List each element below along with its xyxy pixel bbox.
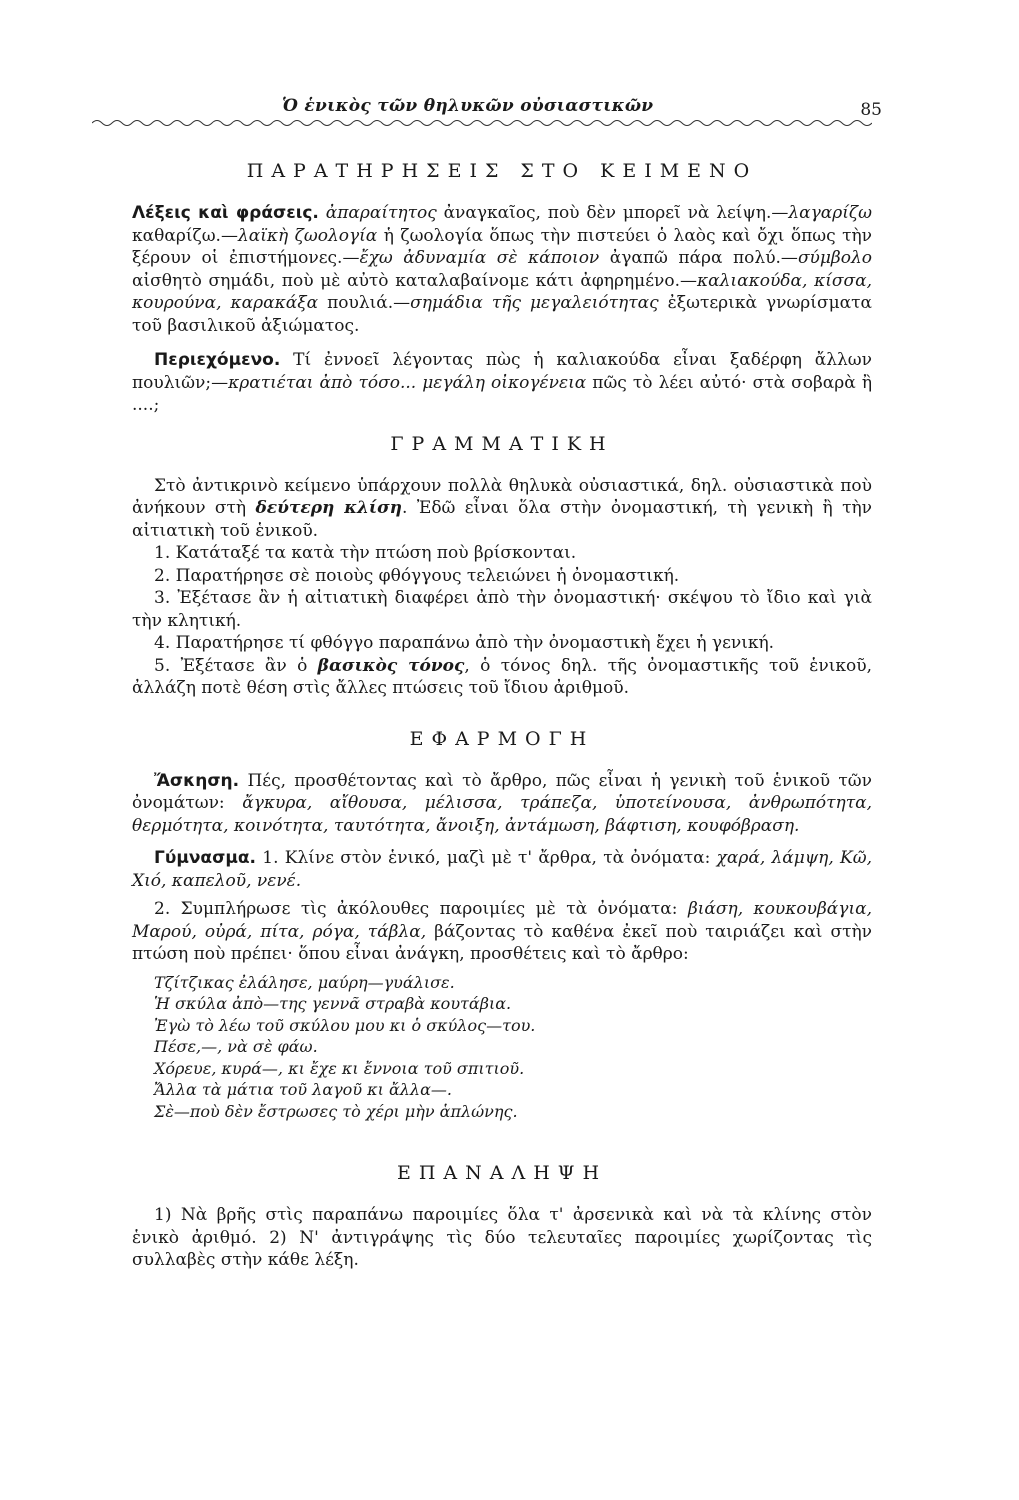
grammar-intro-text: Στὸ ἀντικρινὸ κείμενο ὑπάρχουν πολλὰ θηλυκὰ οὐσιαστικά, δηλ. οὐσιαστικὰ ποὺ ἀνήκουν στὴ (132, 475, 872, 518)
drill-1-paragraph (132, 847, 872, 892)
page (132, 92, 882, 1272)
content-text: Τί ἐννοεῖ λέγοντας πὼς ἡ καλιακούδα εἶναι ξαδέρφη ἄλλων πουλιῶν;— (132, 350, 872, 393)
words-phrases-lead: Λέξεις καὶ φράσεις. (132, 203, 319, 223)
definition-text: πουλιά.— (318, 293, 411, 313)
exercise-words: ἄγκυρα, αἴθουσα, μέλισσα, τράπεζα, ὑποτείνουσα, ἀνθρωπότητα, θερμότητα, κοινότητα, ταυτότητα, ἄνοιξη, ἀντάμωση, βάφτιση, κουφόβραση. (132, 793, 872, 836)
page-number: 85 (860, 100, 882, 120)
drill-2-paragraph (132, 898, 872, 966)
content-text: πῶς τὸ λέει αὐτό· στὰ σοβαρὰ ἢ ....; (132, 372, 873, 415)
drill-text: 1. Κλίνε στὸν ἑνικό, μαζὶ μὲ τ' ἄρθρα, τὰ ὀνόματα: (255, 848, 717, 868)
drill-2-words: βιάση, κουκουβάγια, Μαρού, οὐρά, πίτα, ρόγα, τάβλα, (132, 899, 872, 942)
proverb: Ἐγὼ τὸ λέω τοῦ σκύλου μου κι ὁ σκύλος—του. (154, 1015, 536, 1035)
grammar-intro-text: . Ἐδῶ εἶναι ὅλα στὴν ὀνομαστική, τὴ γενικὴ ἢ τὴν αἰτιατικὴ τοῦ ἑνικοῦ. (132, 498, 873, 541)
definition-text: αἰσθητὸ σημάδι, ποὺ μὲ αὐτὸ καταλαβαίνομε κάτι ἀφηρημένο.— (132, 270, 698, 291)
drill-lead: Γύμνασμα. (154, 848, 256, 868)
term-second-declension: δεύτερη κλίση (255, 498, 403, 518)
definition-text: καθαρίζω.— (132, 225, 238, 246)
grammar-item-3: 3. Ἐξέτασε ἂν ἡ αἰτιατικὴ διαφέρει ἀπὸ τὴν ὀνομαστική· σκέψου τὸ ἴδιο καὶ γιὰ τὴν κλητική. (132, 588, 872, 631)
term-kratietai: κρατιέται ἀπὸ τόσο... μεγάλη οἰκογένεια (228, 372, 587, 393)
definition-text: ἐξωτερικὰ γνωρίσματα τοῦ βασιλικοῦ ἀξιώματος. (132, 293, 872, 336)
term-birds: καλιακούδα, κίσσα, κουρούνα, καρακάξα (132, 270, 872, 313)
term-basic-accent: βασικὸς τόνος (317, 655, 465, 676)
words-phrases-paragraph (132, 202, 872, 337)
proverb: Σὲ—ποὺ δὲν ἔστρωσες τὸ χέρι μὴν ἁπλώνης. (154, 1101, 518, 1121)
definition-text: ἀναγκαῖος, ποὺ δὲν μπορεῖ νὰ λείψη.— (436, 203, 789, 223)
proverb: Ἡ σκύλα ἀπὸ—της γεννᾶ στραβὰ κουτάβια. (154, 994, 512, 1013)
definition-text: ἡ ζωολογία ὅπως τὴν πιστεύει ὁ λαὸς καὶ ὄχι ὅπως τὴν ξέρουν οἱ ἐπιστήμονες.— (132, 225, 872, 268)
drill-1-words: χαρά, λάμψη, Κῶ, Χιό, καπελοῦ, νενέ. (132, 848, 873, 891)
proverb: Ἄλλα τὰ μάτια τοῦ λαγοῦ κι ἄλλα—. (154, 1080, 452, 1099)
grammar-item-5-text: , ὁ τόνος δηλ. τῆς ὀνομαστικῆς τοῦ ἑνικοῦ, ἀλλάζη ποτὲ θέση στὶς ἄλλες πτώσεις τοῦ ἴδιου ἀριθμοῦ. (132, 655, 872, 698)
running-head (132, 92, 882, 124)
grammar-item-2: 2. Παρατήρησε σὲ ποιοὺς φθόγγους τελειώνει ἡ ὀνομαστική. (154, 565, 680, 586)
term-lagarizo: λαγαρίζω (788, 203, 873, 223)
section-title-review: ΕΠΑΝΑΛΗΨΗ (396, 1162, 608, 1184)
content-paragraph (132, 349, 872, 417)
section-title-application: ΕΦΑΡΜΟΓΗ (409, 727, 595, 750)
section-title-grammar: ΓΡΑΜΜΑΤΙΚΗ (390, 432, 614, 455)
drill-text: βάζοντας τὸ καθένα ἐκεῖ ποὺ ταιριάζει καὶ στὴν πτώση ποὺ πρέπει· ὅπου εἶναι ἀνάγκη, προσθέτεις καὶ τὸ ἄρθρο: (132, 921, 873, 964)
proverb: Τζίτζικας ἐλάλησε, μαύρη—γυάλισε. (154, 972, 455, 992)
grammar-item-1: 1. Κατάταξέ τα κατὰ τὴν πτώση ποὺ βρίσκονται. (154, 543, 577, 563)
drill-text: 2. Συμπλήρωσε τὶς ἀκόλουθες παροιμίες μὲ τὰ ὀνόματα: (154, 899, 688, 919)
grammar-item-5 (132, 655, 872, 700)
proverb-list (132, 972, 872, 1123)
term-laiki-zoologia: λαϊκὴ ζωολογία (237, 225, 378, 246)
grammar-item-4: 4. Παρατήρησε τί φθόγγο παραπάνω ἀπὸ τὴν ὀνομαστικὴ ἔχει ἡ γενική. (154, 633, 775, 653)
term-symvolo: σύμβολο (797, 248, 872, 268)
exercise-lead: Ἄσκηση. (154, 770, 240, 791)
running-title: Ὁ ἑνικὸς τῶν θηλυκῶν οὐσιαστικῶν (282, 96, 654, 116)
term-adynamia: ἔχω ἀδυναμία σὲ κάποιον (359, 248, 600, 268)
wavy-rule (92, 118, 872, 128)
term-simadia: σημάδια τῆς μεγαλειότητας (410, 293, 659, 313)
exercise-text: Πές, προσθέτοντας καὶ τὸ ἄρθρο, πῶς εἶναι ἡ γενικὴ τοῦ ἑνικοῦ τῶν ὀνομάτων: (132, 770, 872, 813)
grammar-item-5-text: 5. Ἐξέτασε ἂν ὁ (154, 655, 318, 676)
proverb: Χόρευε, κυρά—, κι ἔχε κι ἔννοια τοῦ σπιτιοῦ. (154, 1058, 525, 1078)
section-title-observations: ΠΑΡΑΤΗΡΗΣΕΙΣ ΣΤΟ ΚΕΙΜΕΝΟ (246, 160, 758, 182)
grammar-intro (132, 475, 872, 543)
proverb: Πέσε,—, νὰ σὲ φάω. (154, 1037, 318, 1056)
content-lead: Περιεχόμενο. (154, 350, 281, 370)
exercise-paragraph (132, 770, 872, 838)
review-paragraph: 1) Νὰ βρῆς στὶς παραπάνω παροιμίες ὅλα τ' ἀρσενικὰ καὶ νὰ τὰ κλίνης στὸν ἑνικὸ ἀριθμό. 2) Ν' ἀντιγράψης τὶς δύο τελευταῖες παροιμίες χωρίζοντας τὶς συλλαβὲς στὴν κάθε λέξη. (132, 1205, 872, 1270)
term-aparaititos: ἀπαραίτητος (325, 203, 437, 223)
definition-text: ἀγαπῶ πάρα πολύ.— (599, 248, 798, 268)
